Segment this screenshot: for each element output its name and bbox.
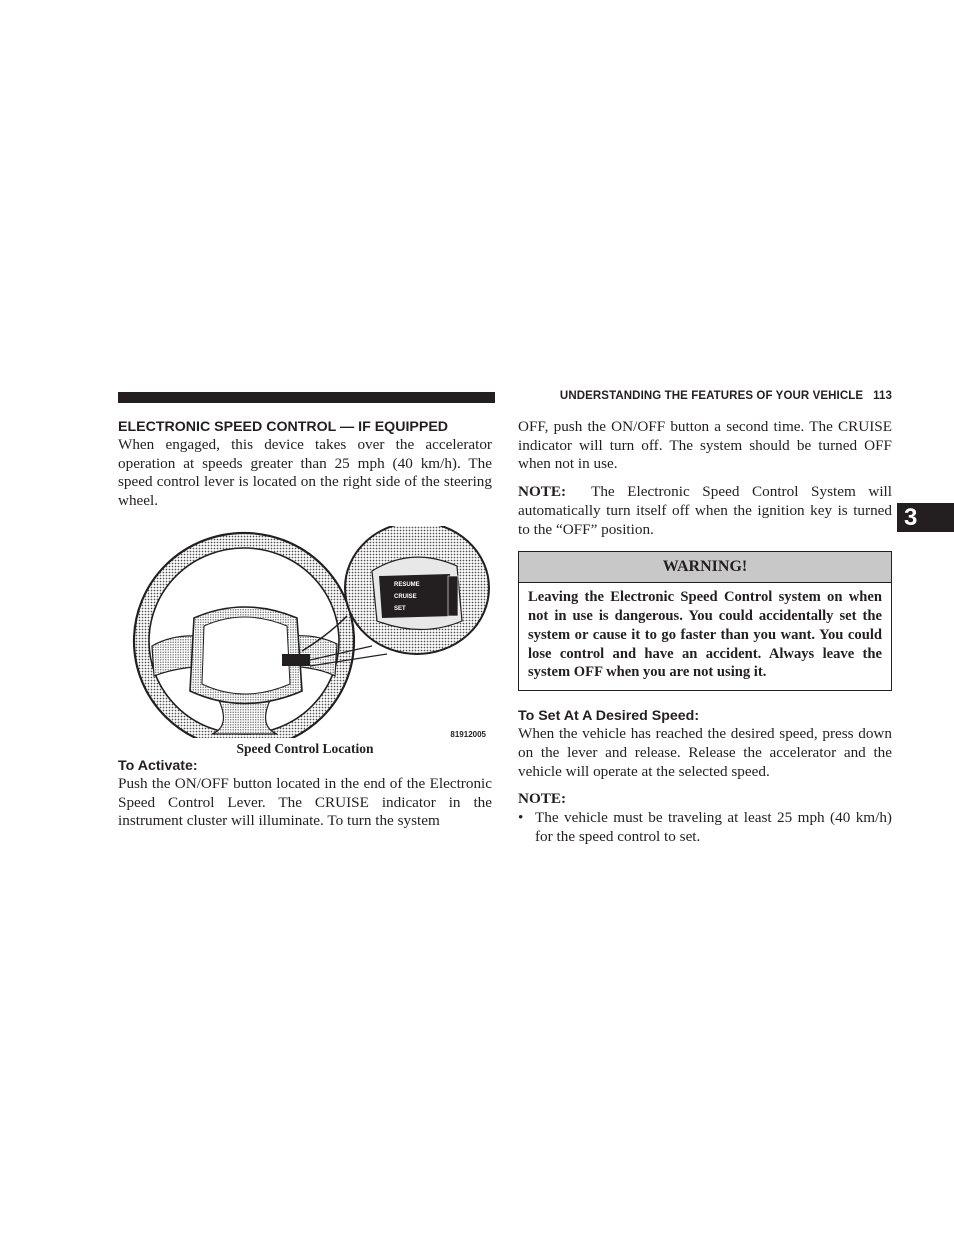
warning-box — [518, 551, 892, 691]
chapter-tab: 3 — [897, 503, 954, 532]
right-column — [518, 418, 892, 846]
page-number: 113 — [873, 390, 892, 402]
section-title: UNDERSTANDING THE FEATURES OF YOUR VEHICLE — [559, 390, 864, 402]
figure-caption: Speed Control Location — [236, 740, 374, 756]
lever-label-resume: RESUME — [394, 581, 420, 588]
steering-wheel-figure — [118, 526, 492, 738]
note-label: NOTE: — [518, 483, 567, 501]
intro-paragraph: When engaged, this device takes over the accelerator operation at speeds greater than 25 mph (40 km/h). The speed control lever is located on the right side of the steering wheel. — [118, 436, 492, 510]
note2-paragraph — [518, 790, 892, 809]
note-paragraph — [518, 483, 892, 539]
header-rule — [118, 392, 495, 403]
warning-text: Leaving the Electronic Speed Control system on when not in use is dangerous. You could accidentally set the system or cause it to go faster than you want. You could lose control and have an accident. Always leave the system OFF when you are not using it. — [528, 589, 882, 681]
continued-paragraph: OFF, push the ON/OFF button a second time. The CRUISE indicator will turn off. The system should be turned OFF when not in use. — [518, 418, 892, 473]
set-speed-paragraph: When the vehicle has reached the desired speed, press down on the lever and release. Release the accelerator and the vehicle will operate at the selected speed. — [518, 725, 892, 780]
bullet-text: The vehicle must be traveling at least 25 mph (40 km/h) for the speed control to set. — [535, 809, 892, 845]
activate-heading: To Activate: — [118, 757, 198, 774]
note-text: The Electronic Speed Control System will automatically turn itself off when the ignition key is turned to the “OFF” position. — [518, 483, 892, 538]
note2-label: NOTE: — [518, 790, 567, 808]
lever-label-set: SET — [394, 605, 406, 612]
section-heading: ELECTRONIC SPEED CONTROL — IF EQUIPPED — [118, 419, 449, 435]
activate-paragraph: Push the ON/OFF button located in the end of the Electronic Speed Control Lever. The CRUISE indicator in the instrument cluster will illuminate. To turn the system — [118, 774, 492, 830]
bullet-dot: • — [518, 809, 524, 827]
steering-wheel-illustration — [132, 526, 492, 738]
running-header — [532, 390, 892, 402]
warning-title: WARNING! — [519, 552, 891, 583]
figure-id: 81912005 — [450, 729, 486, 739]
left-column — [118, 418, 492, 831]
lever-label-cruise: CRUISE — [394, 593, 417, 600]
set-speed-heading: To Set At A Desired Speed: — [518, 708, 700, 725]
bullet-item — [518, 809, 892, 846]
